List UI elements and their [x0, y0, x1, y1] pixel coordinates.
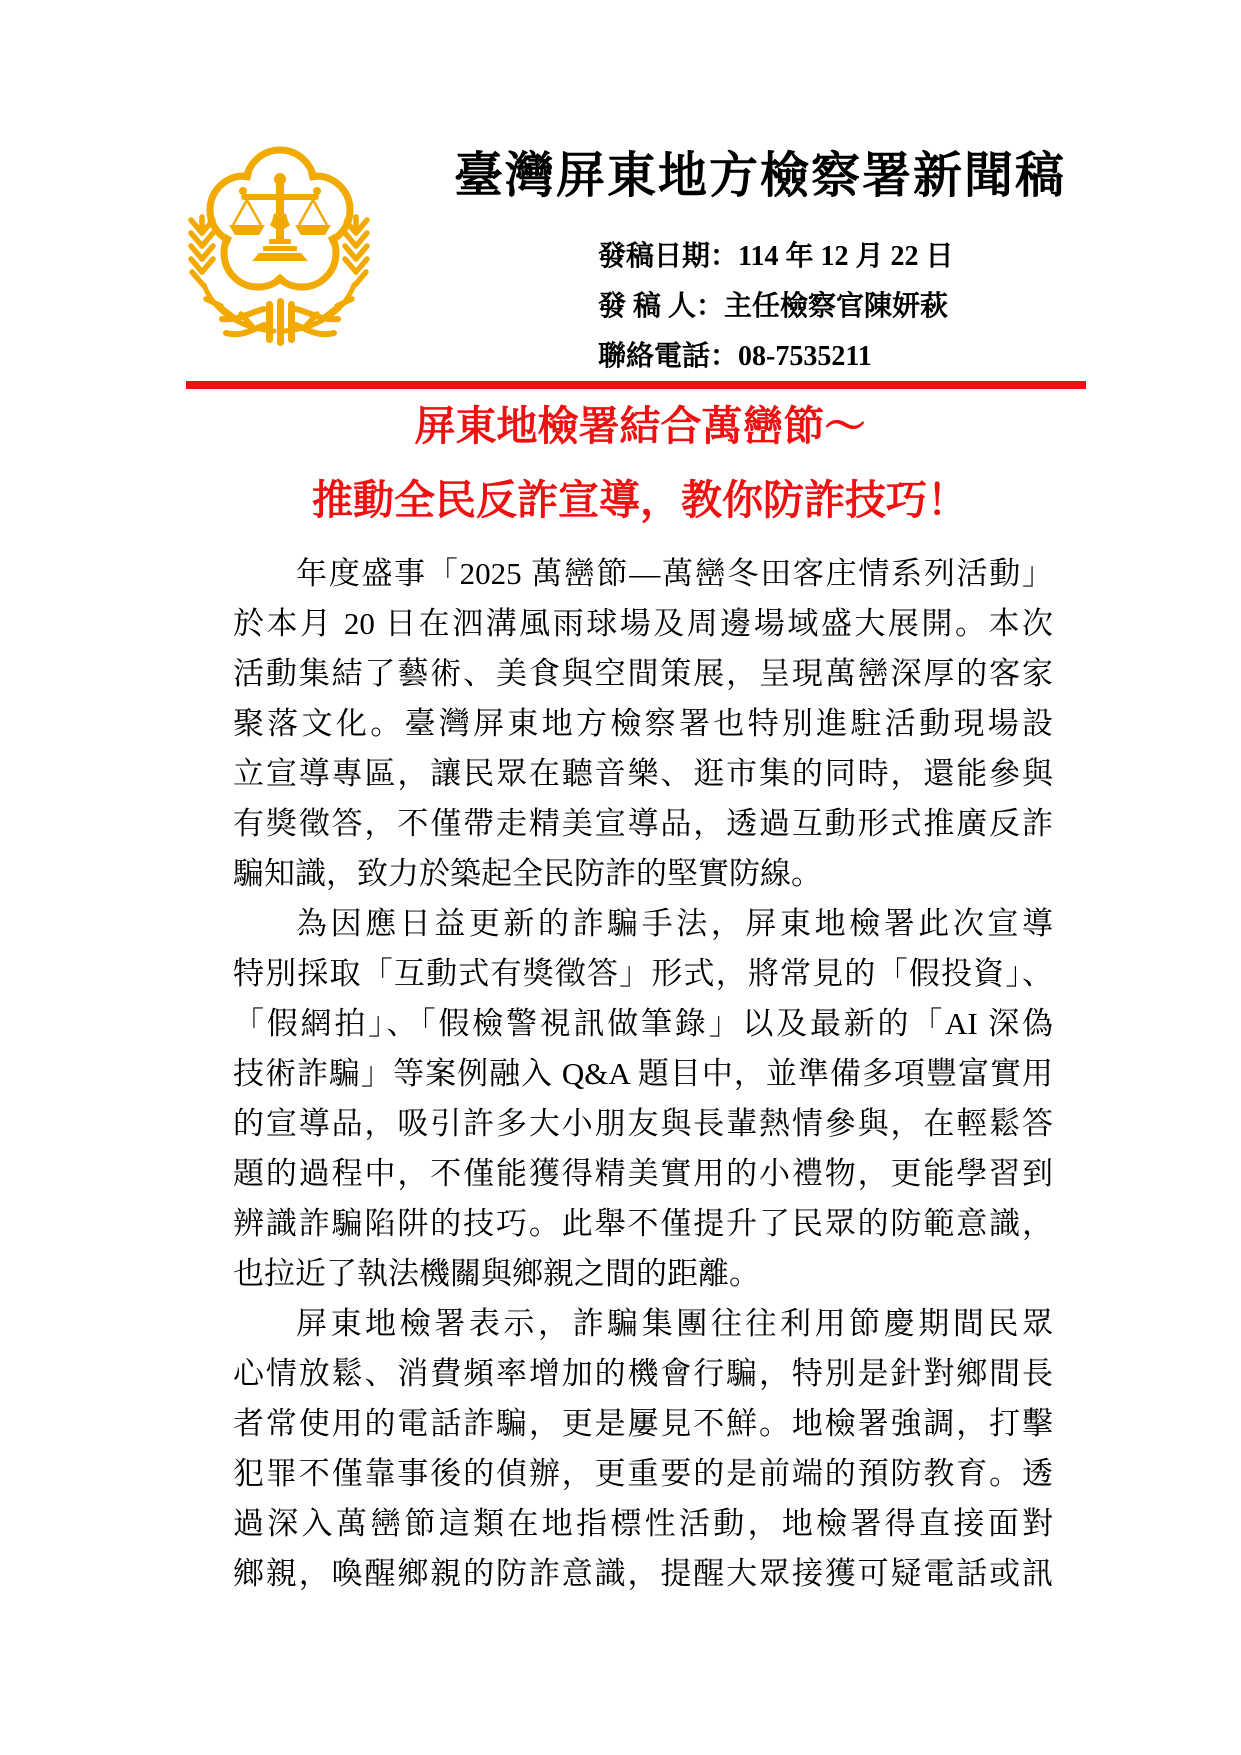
body-line: 題的過程中，不僅能獲得精美實用的小禮物，更能學習到 — [233, 1156, 1053, 1191]
article-body — [233, 549, 1053, 1599]
prosecutors-emblem-logo — [168, 133, 390, 351]
body-line: 聚落文化。臺灣屏東地方檢察署也特別進駐活動現場設 — [233, 706, 1053, 741]
headline-line-1: 屏東地檢署結合萬巒節～ — [414, 403, 866, 449]
body-line: 也拉近了執法機關與鄉親之間的距離。 — [233, 1256, 760, 1291]
red-divider-rule — [186, 381, 1086, 389]
body-line: 騙知識，致力於築起全民防詐的堅實防線。 — [233, 856, 822, 891]
body-line: 過深入萬巒節這類在地指標性活動，地檢署得直接面對 — [233, 1506, 1053, 1541]
body-line: 活動集結了藝術、美食與空間策展，呈現萬巒深厚的客家 — [233, 656, 1053, 691]
body-line: 立宣導專區，讓民眾在聽音樂、逛市集的同時，還能參與 — [233, 756, 1053, 791]
contact-phone-line: 聯絡電話：08-7535211 — [598, 341, 872, 372]
body-line: 年度盛事「2025 萬巒節—萬巒冬田客庄情系列活動」 — [296, 556, 1053, 591]
body-line: 為因應日益更新的詐騙手法，屏東地檢署此次宣導 — [296, 906, 1053, 941]
body-line: 心情放鬆、消費頻率增加的機會行騙，特別是針對鄉間長 — [233, 1356, 1053, 1391]
body-line: 的宣導品，吸引許多大小朋友與長輩熱情參與，在輕鬆答 — [233, 1106, 1053, 1141]
body-line: 辨識詐騙陷阱的技巧。此舉不僅提升了民眾的防範意識， — [233, 1206, 1053, 1241]
page-title: 臺灣屏東地方檢察署新聞稿 — [453, 148, 1066, 203]
body-line: 犯罪不僅靠事後的偵辦，更重要的是前端的預防教育。透 — [233, 1456, 1053, 1491]
body-line: 技術詐騙」等案例融入 Q&A 題目中，並準備多項豐富實用 — [233, 1056, 1053, 1091]
body-line: 鄉親，喚醒鄉親的防詐意識，提醒大眾接獲可疑電話或訊 — [233, 1556, 1053, 1591]
body-line: 特別採取「互動式有獎徵答」形式，將常見的「假投資」、 — [233, 956, 1053, 991]
body-line: 「假網拍」、「假檢警視訊做筆錄」以及最新的「AI 深偽 — [233, 1006, 1053, 1041]
headline-line-2: 推動全民反詐宣導，教你防詐技巧！ — [312, 477, 968, 523]
body-line: 屏東地檢署表示，詐騙集團往往利用節慶期間民眾 — [296, 1306, 1053, 1341]
publisher-line: 發 稿 人：主任檢察官陳妍萩 — [598, 291, 949, 322]
publish-date-line: 發稿日期：114 年 12 月 22 日 — [598, 241, 954, 272]
header-info-block — [598, 232, 953, 382]
body-line: 者常使用的電話詐騙，更是屢見不鮮。地檢署強調，打擊 — [233, 1406, 1053, 1441]
body-line: 於本月 20 日在泗溝風雨球場及周邊場域盛大展開。本次 — [233, 606, 1053, 641]
body-line: 有獎徵答，不僅帶走精美宣導品，透過互動形式推廣反詐 — [233, 806, 1053, 841]
